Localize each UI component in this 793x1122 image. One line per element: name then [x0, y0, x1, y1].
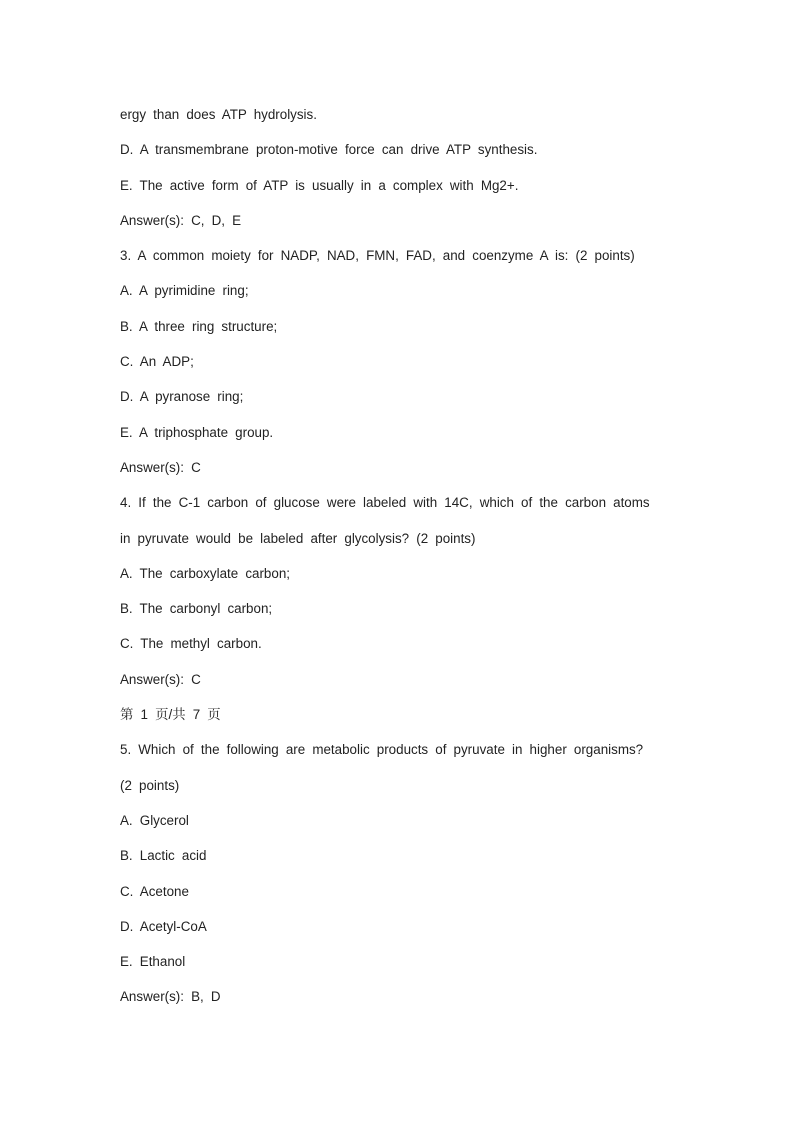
q5-option-d: D. Acetyl-CoA [120, 918, 207, 934]
q4-option-a: A. The carboxylate carbon; [120, 565, 290, 581]
q3-option-a: A. A pyrimidine ring; [120, 283, 249, 299]
question-4-continued: in pyruvate would be labeled after glycolysis? (2 points) [120, 530, 476, 546]
q3-option-d: D. A pyranose ring; [120, 389, 244, 405]
q4-option-c: C. The methyl carbon. [120, 636, 262, 652]
q4-option-b: B. The carbonyl carbon; [120, 601, 273, 617]
q3-option-c: C. An ADP; [120, 354, 194, 370]
q5-option-c: C. Acetone [120, 883, 189, 899]
page-number: 第 1 页/共 7 页 [120, 707, 221, 723]
option-e-atp-mg: E. The active form of ATP is usually in a complex with Mg2+. [120, 177, 519, 193]
q5-option-a: A. Glycerol [120, 812, 189, 828]
answer-q3: Answer(s): C [120, 459, 201, 475]
question-3: 3. A common moiety for NADP, NAD, FMN, FAD, and coenzyme A is: (2 points) [120, 248, 635, 264]
q3-option-e: E. A triphosphate group. [120, 424, 274, 440]
answer-q4: Answer(s): C [120, 671, 201, 687]
q5-option-b: B. Lactic acid [120, 848, 207, 864]
option-d-atp-synthesis: D. A transmembrane proton-motive force can drive ATP synthesis. [120, 142, 538, 158]
q5-option-e: E. Ethanol [120, 954, 186, 970]
text-line: ergy than does ATP hydrolysis. [120, 107, 317, 122]
question-4: 4. If the C-1 carbon of glucose were labeled with 14C, which of the carbon atoms [120, 495, 650, 511]
q3-option-b: B. A three ring structure; [120, 318, 278, 334]
answer-q2: Answer(s): C, D, E [120, 212, 242, 228]
document-body [120, 97, 680, 1015]
question-5-points: (2 points) [120, 777, 180, 793]
question-5: 5. Which of the following are metabolic products of pyruvate in higher organisms? [120, 742, 644, 758]
answer-q5: Answer(s): B, D [120, 989, 221, 1005]
